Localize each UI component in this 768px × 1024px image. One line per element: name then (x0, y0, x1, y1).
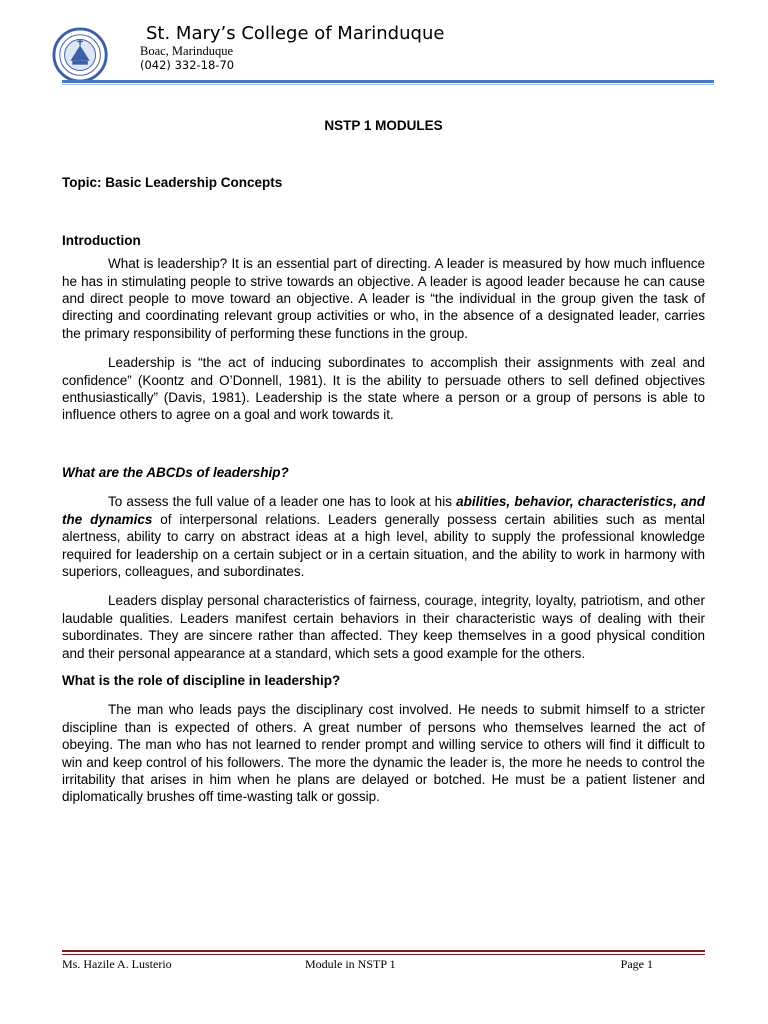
footer-page-number: Page 1 (620, 957, 653, 971)
footer-author: Ms. Hazile A. Lusterio (62, 957, 172, 971)
abcd-heading: What are the ABCDs of leadership? (62, 464, 289, 480)
topic-heading: Topic: Basic Leadership Concepts (62, 175, 283, 191)
college-phone: (042) 332-18-70 (140, 58, 235, 72)
discipline-heading: What is the role of discipline in leadership? (62, 672, 341, 688)
college-seal-icon (42, 26, 122, 84)
college-address-block (140, 44, 234, 72)
introduction-heading: Introduction (62, 232, 141, 248)
header-rule-light (62, 84, 714, 85)
intro-paragraph-2: Leadership is “the act of inducing subordinates to accomplish their assignments with zeal and confidence” (Koontz and O’Donnell, 1981). It is the ability to persuade others to sell defined objectives enthusiastically” (Davis, 1981). Leadership is the state where a person or a group of persons is able to influence others to agree on a goal and work towards it. (62, 355, 705, 423)
abcd-p1-text-c: of interpersonal relations. Leaders generally possess certain abilities such as mental alertness, ability to carry on abstract ideas at a high level, ability to supply the professional knowledge required for leadership on a certain subject or in a certain situation, and the ability to work in harmony with superiors, colleagues, and subordinates. (62, 511, 705, 579)
footer-module: Module in NSTP 1 (305, 957, 396, 971)
abcd-paragraph-1 (62, 493, 705, 580)
abcd-paragraph-2: Leaders display personal characteristics of fairness, courage, integrity, loyalty, patriotism, and other laudable qualities. Leaders manifest certain behaviors in their characteristic ways of dealing with their subordinates. They are sincere rather than affected. They keep themselves in a good physical condition and their personal appearance at a standard, which sets a good example for the others. (62, 593, 705, 661)
letterhead (42, 18, 712, 88)
abcd-p1-text-a: To assess the full value of a leader one has to look at his (108, 494, 457, 510)
discipline-paragraph-1: The man who leads pays the disciplinary cost involved. He needs to submit himself to a stricter discipline than is expected of others. A great number of persons who themselves learned the act of obeying. The man who has not learned to render prompt and willing service to others will find it difficult to win and keep control of his followers. The more the dynamic the leader is, the more he needs to control the irritability that arises in him when he plans are delayed or botched. He must be a patient listener and diplomatically brushes off time-wasting talk or gossip. (62, 702, 705, 805)
intro-paragraph-1: What is leadership? It is an essential part of directing. A leader is measured by how much influence he has in stimulating people to strive towards an objective. A leader is agood leader because he can cause and direct people to move toward an objective. A leader is “the individual in the group given the task of directing and coordinating relevant group activities or who, in the absence of a designated leader, carries the primary responsibility of performing these functions in the group. (62, 256, 705, 341)
footer-rule-thin (62, 954, 705, 955)
footer-rule (62, 950, 705, 952)
page-title: NSTP 1 MODULES (324, 118, 443, 133)
abcd-p1-emphasis: abilities, behavior, characteristics, and the dynamics (62, 494, 705, 527)
document-body (62, 112, 705, 806)
college-name: St. Mary’s College of Marinduque (146, 23, 445, 44)
college-address: Boac, Marinduque (140, 44, 234, 58)
header-rule (62, 80, 714, 83)
